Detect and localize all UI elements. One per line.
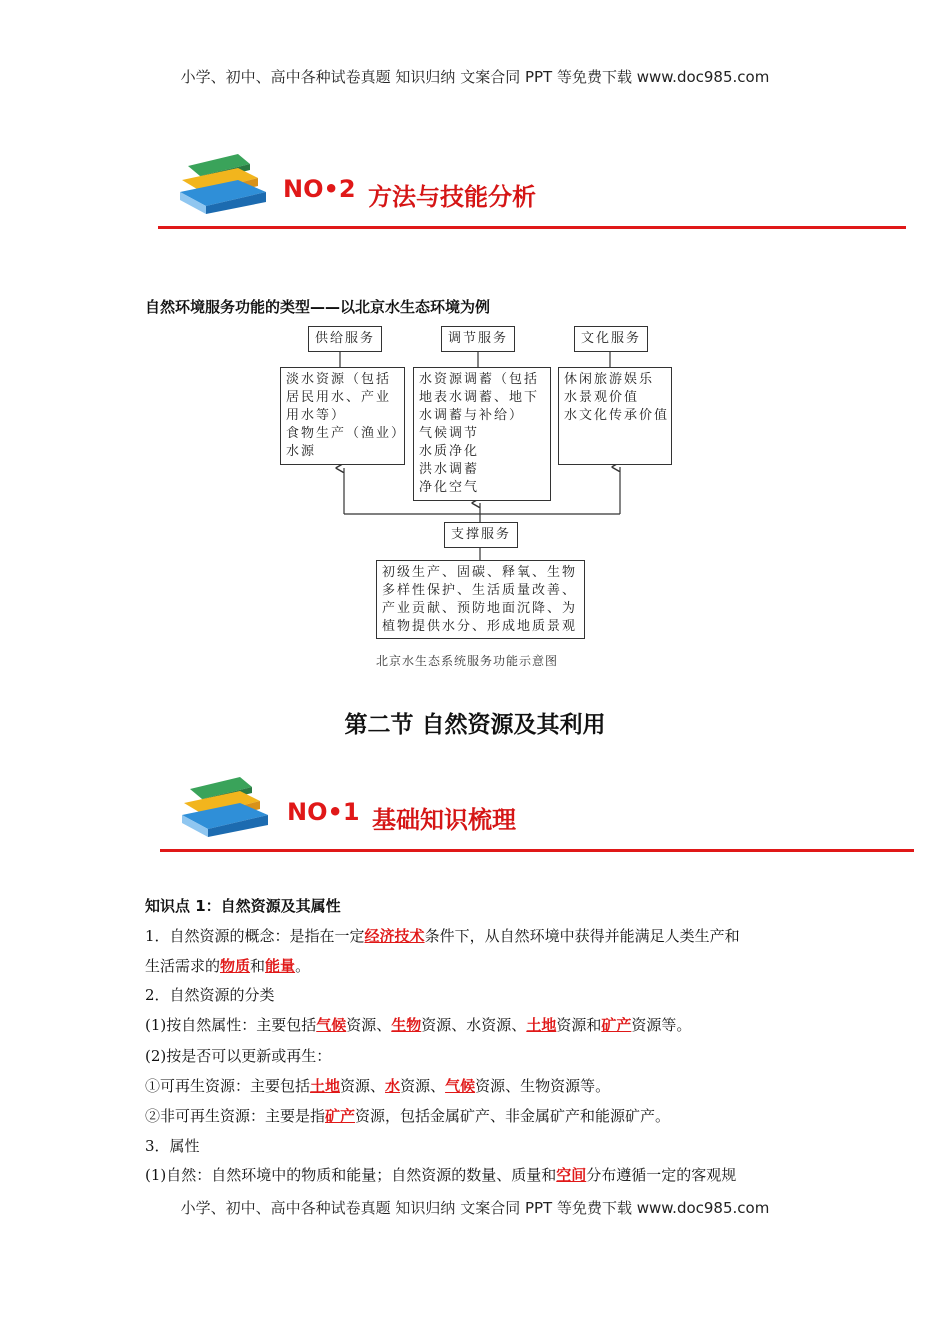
regulate-line: 水资源调蓄（包括 xyxy=(419,372,540,387)
concept-line-1: 1．自然资源的概念：是指在一定经济技术条件下，从自然环境中获得并能满足人类生产和 xyxy=(145,927,740,945)
keyword: 气候 xyxy=(445,1077,476,1095)
regulating-service-box xyxy=(413,367,551,501)
culture-line: 休闲旅游娱乐 xyxy=(564,372,655,387)
banner-number: NO•2 xyxy=(283,175,356,203)
support-line: 植物提供水分、形成地质景观 xyxy=(382,619,578,634)
culture-line: 水文化传承价值 xyxy=(564,408,670,423)
banner-rule xyxy=(160,849,914,852)
supply-line: 居民用水、产业 xyxy=(286,390,392,405)
regulate-line: 地表水调蓄、地下 xyxy=(419,390,540,405)
keyword: 空间 xyxy=(556,1166,587,1184)
regulate-line: 水调蓄与补给） xyxy=(419,408,525,423)
supply-line: 食物生产（渔业） xyxy=(286,426,407,441)
cultural-service-label: 文化服务 xyxy=(574,326,648,352)
support-line: 初级生产、固碳、释氧、生物 xyxy=(382,565,578,580)
supply-service-box xyxy=(280,367,405,465)
banner-number: NO•1 xyxy=(287,798,360,826)
cultural-service-box xyxy=(558,367,672,465)
concept-line-2: 生活需求的物质和能量。 xyxy=(145,957,311,975)
keyword: 土地 xyxy=(310,1077,341,1095)
culture-line: 水景观价值 xyxy=(564,390,640,405)
attributes-heading: 3．属性 xyxy=(145,1137,200,1155)
regulate-line: 水质净化 xyxy=(419,444,480,459)
regulate-line: 洪水调蓄 xyxy=(419,462,480,477)
keyword: 土地 xyxy=(526,1016,557,1034)
page-footer: 小学、初中、高中各种试卷真题 知识归纳 文案合同 PPT 等免费下载 www.doc985.com xyxy=(180,1199,770,1217)
renewable-line: ①可再生资源：主要包括土地资源、水资源、气候资源、生物资源等。 xyxy=(145,1077,611,1095)
keyword: 生物 xyxy=(391,1016,422,1034)
keyword: 能量 xyxy=(265,957,296,975)
keyword: 矿产 xyxy=(325,1107,356,1125)
keyword: 气候 xyxy=(316,1016,347,1034)
nonrenewable-line: ②非可再生资源：主要是指矿产资源，包括金属矿产、非金属矿产和能源矿产。 xyxy=(145,1107,671,1125)
section-title: 第二节 自然资源及其利用 xyxy=(344,712,606,738)
supply-line: 水源 xyxy=(286,444,317,459)
banner-title: 基础知识梳理 xyxy=(372,805,516,834)
regulate-line: 气候调节 xyxy=(419,426,480,441)
supporting-service-label: 支撑服务 xyxy=(444,522,518,548)
support-line: 产业贡献、预防地面沉降、为 xyxy=(382,601,578,616)
section-banner-basics xyxy=(150,763,920,863)
classification-natural: (1)按自然属性：主要包括气候资源、生物资源、水资源、土地资源和矿产资源等。 xyxy=(145,1016,692,1034)
diagram-title: 自然环境服务功能的类型——以北京水生态环境为例 xyxy=(145,298,491,316)
keyword: 矿产 xyxy=(601,1016,632,1034)
classification-heading: 2．自然资源的分类 xyxy=(145,986,275,1004)
support-line: 多样性保护、生活质量改善、 xyxy=(382,583,578,598)
regulating-service-label: 调节服务 xyxy=(441,326,515,352)
supply-line: 淡水资源（包括 xyxy=(286,372,392,387)
diagram-caption: 北京水生态系统服务功能示意图 xyxy=(376,654,559,668)
keyword: 经济技术 xyxy=(364,927,425,945)
supporting-service-box xyxy=(376,560,585,639)
classification-renewable-heading: (2)按是否可以更新或再生： xyxy=(145,1047,332,1065)
books-icon xyxy=(180,769,280,837)
page-header: 小学、初中、高中各种试卷真题 知识归纳 文案合同 PPT 等免费下载 www.doc985.com xyxy=(180,68,770,86)
keyword: 水 xyxy=(385,1077,401,1095)
supply-line: 用水等） xyxy=(286,408,347,423)
keyword: 物质 xyxy=(220,957,251,975)
supply-service-label: 供给服务 xyxy=(308,326,382,352)
regulate-line: 净化空气 xyxy=(419,480,480,495)
knowledge-point-heading: 知识点 1：自然资源及其属性 xyxy=(145,897,341,915)
attribute-natural-line: (1)自然：自然环境中的物质和能量；自然资源的数量、质量和空间分布遵循一定的客观规 xyxy=(145,1166,737,1184)
banner-title: 方法与技能分析 xyxy=(368,182,536,211)
